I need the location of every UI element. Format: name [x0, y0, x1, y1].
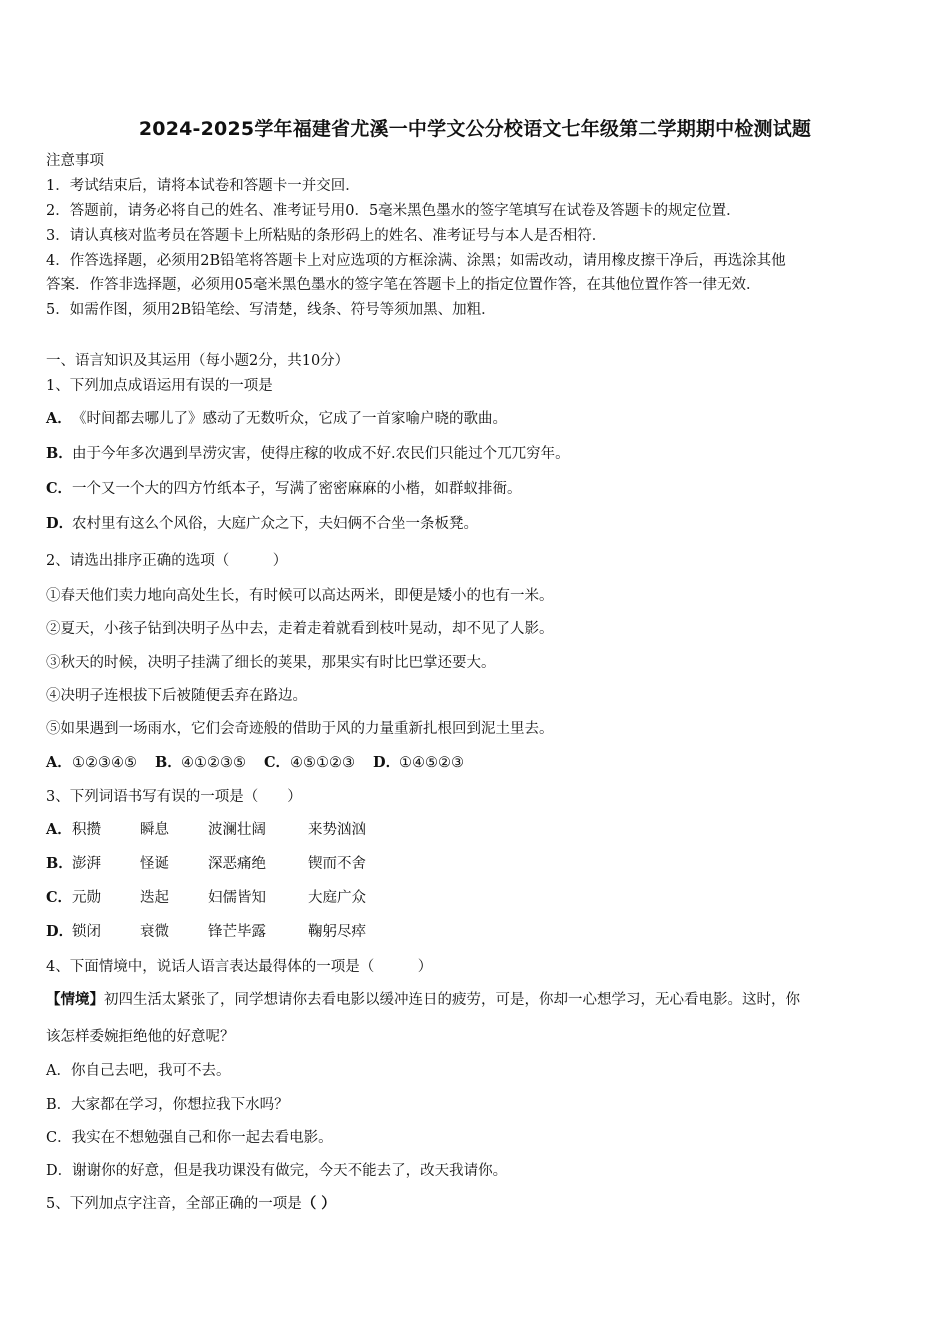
context-label: 【情境】 [46, 991, 104, 1008]
option-word: 锲而不舍 [308, 856, 366, 872]
option-text: ①④⑤②③ [399, 755, 464, 771]
question-4-option-a: A．你自己去吧，我可不去。 [46, 1063, 231, 1079]
question-3-option-b [46, 854, 366, 874]
option-word: 积攒 [72, 822, 101, 838]
question-3-option-c [46, 888, 366, 908]
question-4-option-b: B．大家都在学习，你想拉我下水吗？ [46, 1097, 289, 1113]
option-word: 妇儒皆知 [208, 890, 266, 906]
question-2-stem: 2、请选出排序正确的选项（ ） [46, 553, 288, 569]
notice-item: 3．请认真核对监考员在答题卡上所粘贴的条形码上的姓名、准考证号与本人是否相符． [46, 228, 607, 244]
option-label: A． [46, 754, 72, 771]
option-text: 一个又一个大的四方竹纸本子，写满了密密麻麻的小楷，如群蚁排衙。 [72, 481, 522, 497]
option-label: A． [46, 821, 72, 838]
option-label: C． [264, 754, 291, 771]
option-word: 来势汹汹 [308, 822, 366, 838]
question-4-option-c: C．我实在不想勉强自己和你一起去看电影。 [46, 1130, 333, 1146]
option-word: 鞠躬尽瘁 [308, 924, 366, 940]
context-text: 初四生活太紧张了，同学想请你去看电影以缓冲连日的疲劳，可是，你却一心想学习，无心看电影。这时，你 [104, 992, 800, 1008]
question-2-sentence: ④决明子连根拔下后被随便丢弃在路边。 [46, 688, 307, 704]
option-label: D． [46, 515, 74, 532]
notice-item: 1．考试结束后，请将本试卷和答题卡一并交回． [46, 178, 360, 194]
option-label: A． [46, 410, 72, 427]
option-word: 深恶痛绝 [208, 856, 266, 872]
question-4-context [46, 990, 800, 1010]
option-word: 锁闭 [72, 924, 101, 940]
question-4-stem: 4、下面情境中，说话人语言表达最得体的一项是（ ） [46, 959, 433, 975]
question-2-sentence: ①春天他们卖力地向高处生长，有时候可以高达两米，即便是矮小的也有一米。 [46, 588, 554, 604]
option-label: B． [155, 754, 182, 771]
option-text: 由于今年多次遇到旱涝灾害，使得庄稼的收成不好.农民们只能过个兀兀穷年。 [72, 446, 570, 462]
option-text: ①②③④⑤ [72, 755, 137, 771]
option-word: 波澜壮阔 [208, 822, 266, 838]
option-word: 迭起 [140, 890, 169, 906]
option-label: C． [46, 889, 73, 906]
question-3-stem: 3、下列词语书写有误的一项是（ ） [46, 789, 302, 805]
stem-text: 5、下列加点字注音，全部正确的一项是 [46, 1196, 302, 1212]
page-title: 2024-2025学年福建省尤溪一中学文公分校语文七年级第二学期期中检测试题 [138, 118, 812, 140]
notice-item: 4．作答选择题，必须用2B铅笔将答题卡上对应选项的方框涂满、涂黑；如需改动，请用橡皮擦干净后，再选涂其他 [46, 253, 786, 269]
section-heading: 一、语言知识及其运用（每小题2分，共10分） [46, 353, 350, 369]
question-2-sentence: ②夏天，小孩子钻到决明子丛中去，走着走着就看到枝叶晃动，却不见了人影。 [46, 621, 554, 637]
notice-heading: 注意事项 [46, 153, 104, 169]
option-word: 澎湃 [72, 856, 101, 872]
question-1-stem: 1、下列加点成语运用有误的一项是 [46, 378, 273, 394]
option-label: B． [46, 445, 73, 462]
question-3-option-a [46, 820, 366, 840]
option-text: ④⑤①②③ [290, 755, 355, 771]
question-2-options [46, 753, 464, 773]
option-word: 瞬息 [140, 822, 169, 838]
option-word: 锋芒毕露 [208, 924, 266, 940]
option-word: 元勋 [72, 890, 101, 906]
option-text: ④①②③⑤ [181, 755, 246, 771]
question-1-option-a [46, 409, 507, 429]
option-word: 怪诞 [140, 856, 169, 872]
question-4-option-d: D．谢谢你的好意，但是我功课没有做完，今天不能去了，改天我请你。 [46, 1163, 508, 1179]
option-word: 衰微 [140, 924, 169, 940]
notice-item: 答案．作答非选择题，必须用05毫米黑色墨水的签字笔在答题卡上的指定位置作答，在其他位置作答一律无效． [46, 277, 761, 293]
answer-bracket: （ ） [301, 1195, 336, 1212]
notice-item: 5．如需作图，须用2B铅笔绘、写清楚，线条、符号等须加黑、加粗． [46, 302, 496, 318]
option-word: 大庭广众 [308, 890, 366, 906]
question-3-option-d [46, 922, 366, 942]
option-text: 农村里有这么个风俗，大庭广众之下，夫妇俩不合坐一条板凳。 [72, 516, 478, 532]
question-1-option-d [46, 514, 478, 534]
question-2-sentence: ⑤如果遇到一场雨水，它们会奇迹般的借助于风的力量重新扎根回到泥土里去。 [46, 721, 554, 737]
option-label: C． [46, 480, 73, 497]
question-1-option-c [46, 479, 522, 499]
option-text: 《时间都去哪儿了》感动了无数听众，它成了一首家喻户晓的歌曲。 [72, 411, 507, 427]
option-label: B． [46, 855, 73, 872]
question-5-stem [46, 1194, 336, 1214]
question-4-context-cont: 该怎样委婉拒绝他的好意呢？ [46, 1029, 235, 1045]
question-1-option-b [46, 444, 570, 464]
option-label: D． [373, 754, 401, 771]
question-2-sentence: ③秋天的时候，决明子挂满了细长的荚果，那果实有时比巴掌还要大。 [46, 655, 496, 671]
notice-item: 2．答题前，请务必将自己的姓名、准考证号用0．5毫米黑色墨水的签字笔填写在试卷及答题卡的规定位置． [46, 203, 741, 219]
option-label: D． [46, 923, 74, 940]
